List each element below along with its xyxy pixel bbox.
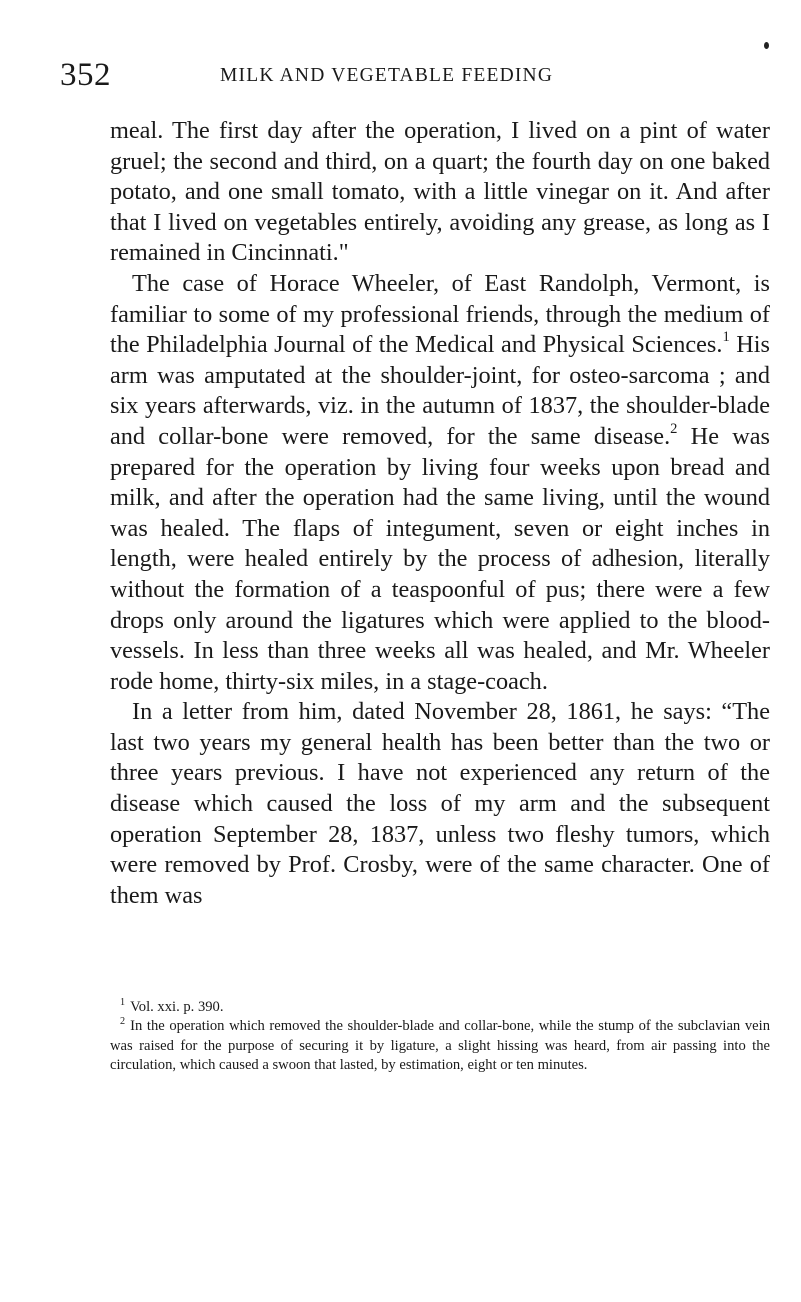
footnote-mark: 2: [120, 1016, 126, 1028]
paragraph-letter: In a letter from him, dated November 28, 1861, he says: “The last two years my general health has been better than the two or three years previous. I have not experienced any return of the disease which caused the loss of my arm and the subsequent operation September 28, 1837, unless two fleshy tumors, which were removed by Prof. Crosby, were of the same character. One of them was: [110, 698, 770, 909]
paragraph-wheeler-case: [110, 269, 770, 697]
running-title: MILK AND VEGETABLE FEEDING: [220, 65, 554, 86]
footnote-reference-1: 1: [722, 329, 730, 346]
body-text: [110, 116, 770, 911]
footnote-reference-2: 2: [670, 421, 678, 438]
footnotes: [110, 998, 770, 1075]
page-header: [60, 55, 760, 95]
footnote-mark: 1: [120, 996, 126, 1008]
footnote-1: [110, 998, 770, 1017]
footnote-text: Vol. xxi. p. 390.: [130, 999, 224, 1015]
paragraph-text: He was prepared for the operation by living four weeks upon bread and milk, and after the operation had the same living, until the wound was healed. The flaps of integument, seven or eight inches in length, were healed entirely by the process of adhesion, literally without the formation of a teaspoonful of pus; there were a few drops only around the ligatures which were applied to the blood-vessels. In less than three weeks all was healed, and Mr. Wheeler rode home, thirty-six miles, in a stage-coach.: [110, 422, 771, 695]
ink-speck: [764, 42, 769, 49]
footnote-text: In the operation which removed the shoulder-blade and collar-bone, while the stump of the subclavian vein was raised for the purpose of securing it by ligature, a slight hissing was heard, from air passing into the circulation, which caused a swoon that lasted, by estimation, eight or ten minutes.: [110, 1018, 770, 1073]
page-number: 352: [60, 57, 111, 93]
paragraph-text: His arm was amputated at the shoulder-joint, for osteo-sarcoma ; and six years afterwards, viz. in the autumn of 1837, the shoulder-blade and collar-bone were removed, for the same disease.: [110, 331, 770, 450]
paragraph-text: The case of Horace Wheeler, of East Randolph, Vermont, is familiar to some of my professional friends, through the medium of the Philadelphia Journal of the Medical and Physical Sciences.: [110, 269, 770, 359]
paragraph-continuation: meal. The first day after the operation, I lived on a pint of water gruel; the second and third, on a quart; the fourth day on one baked potato, and one small tomato, with a little vinegar on it. And after that I lived on vegetables entirely, avoiding any grease, as long as I remained in Cincinnati.": [110, 117, 770, 267]
footnote-2: [110, 1017, 770, 1075]
